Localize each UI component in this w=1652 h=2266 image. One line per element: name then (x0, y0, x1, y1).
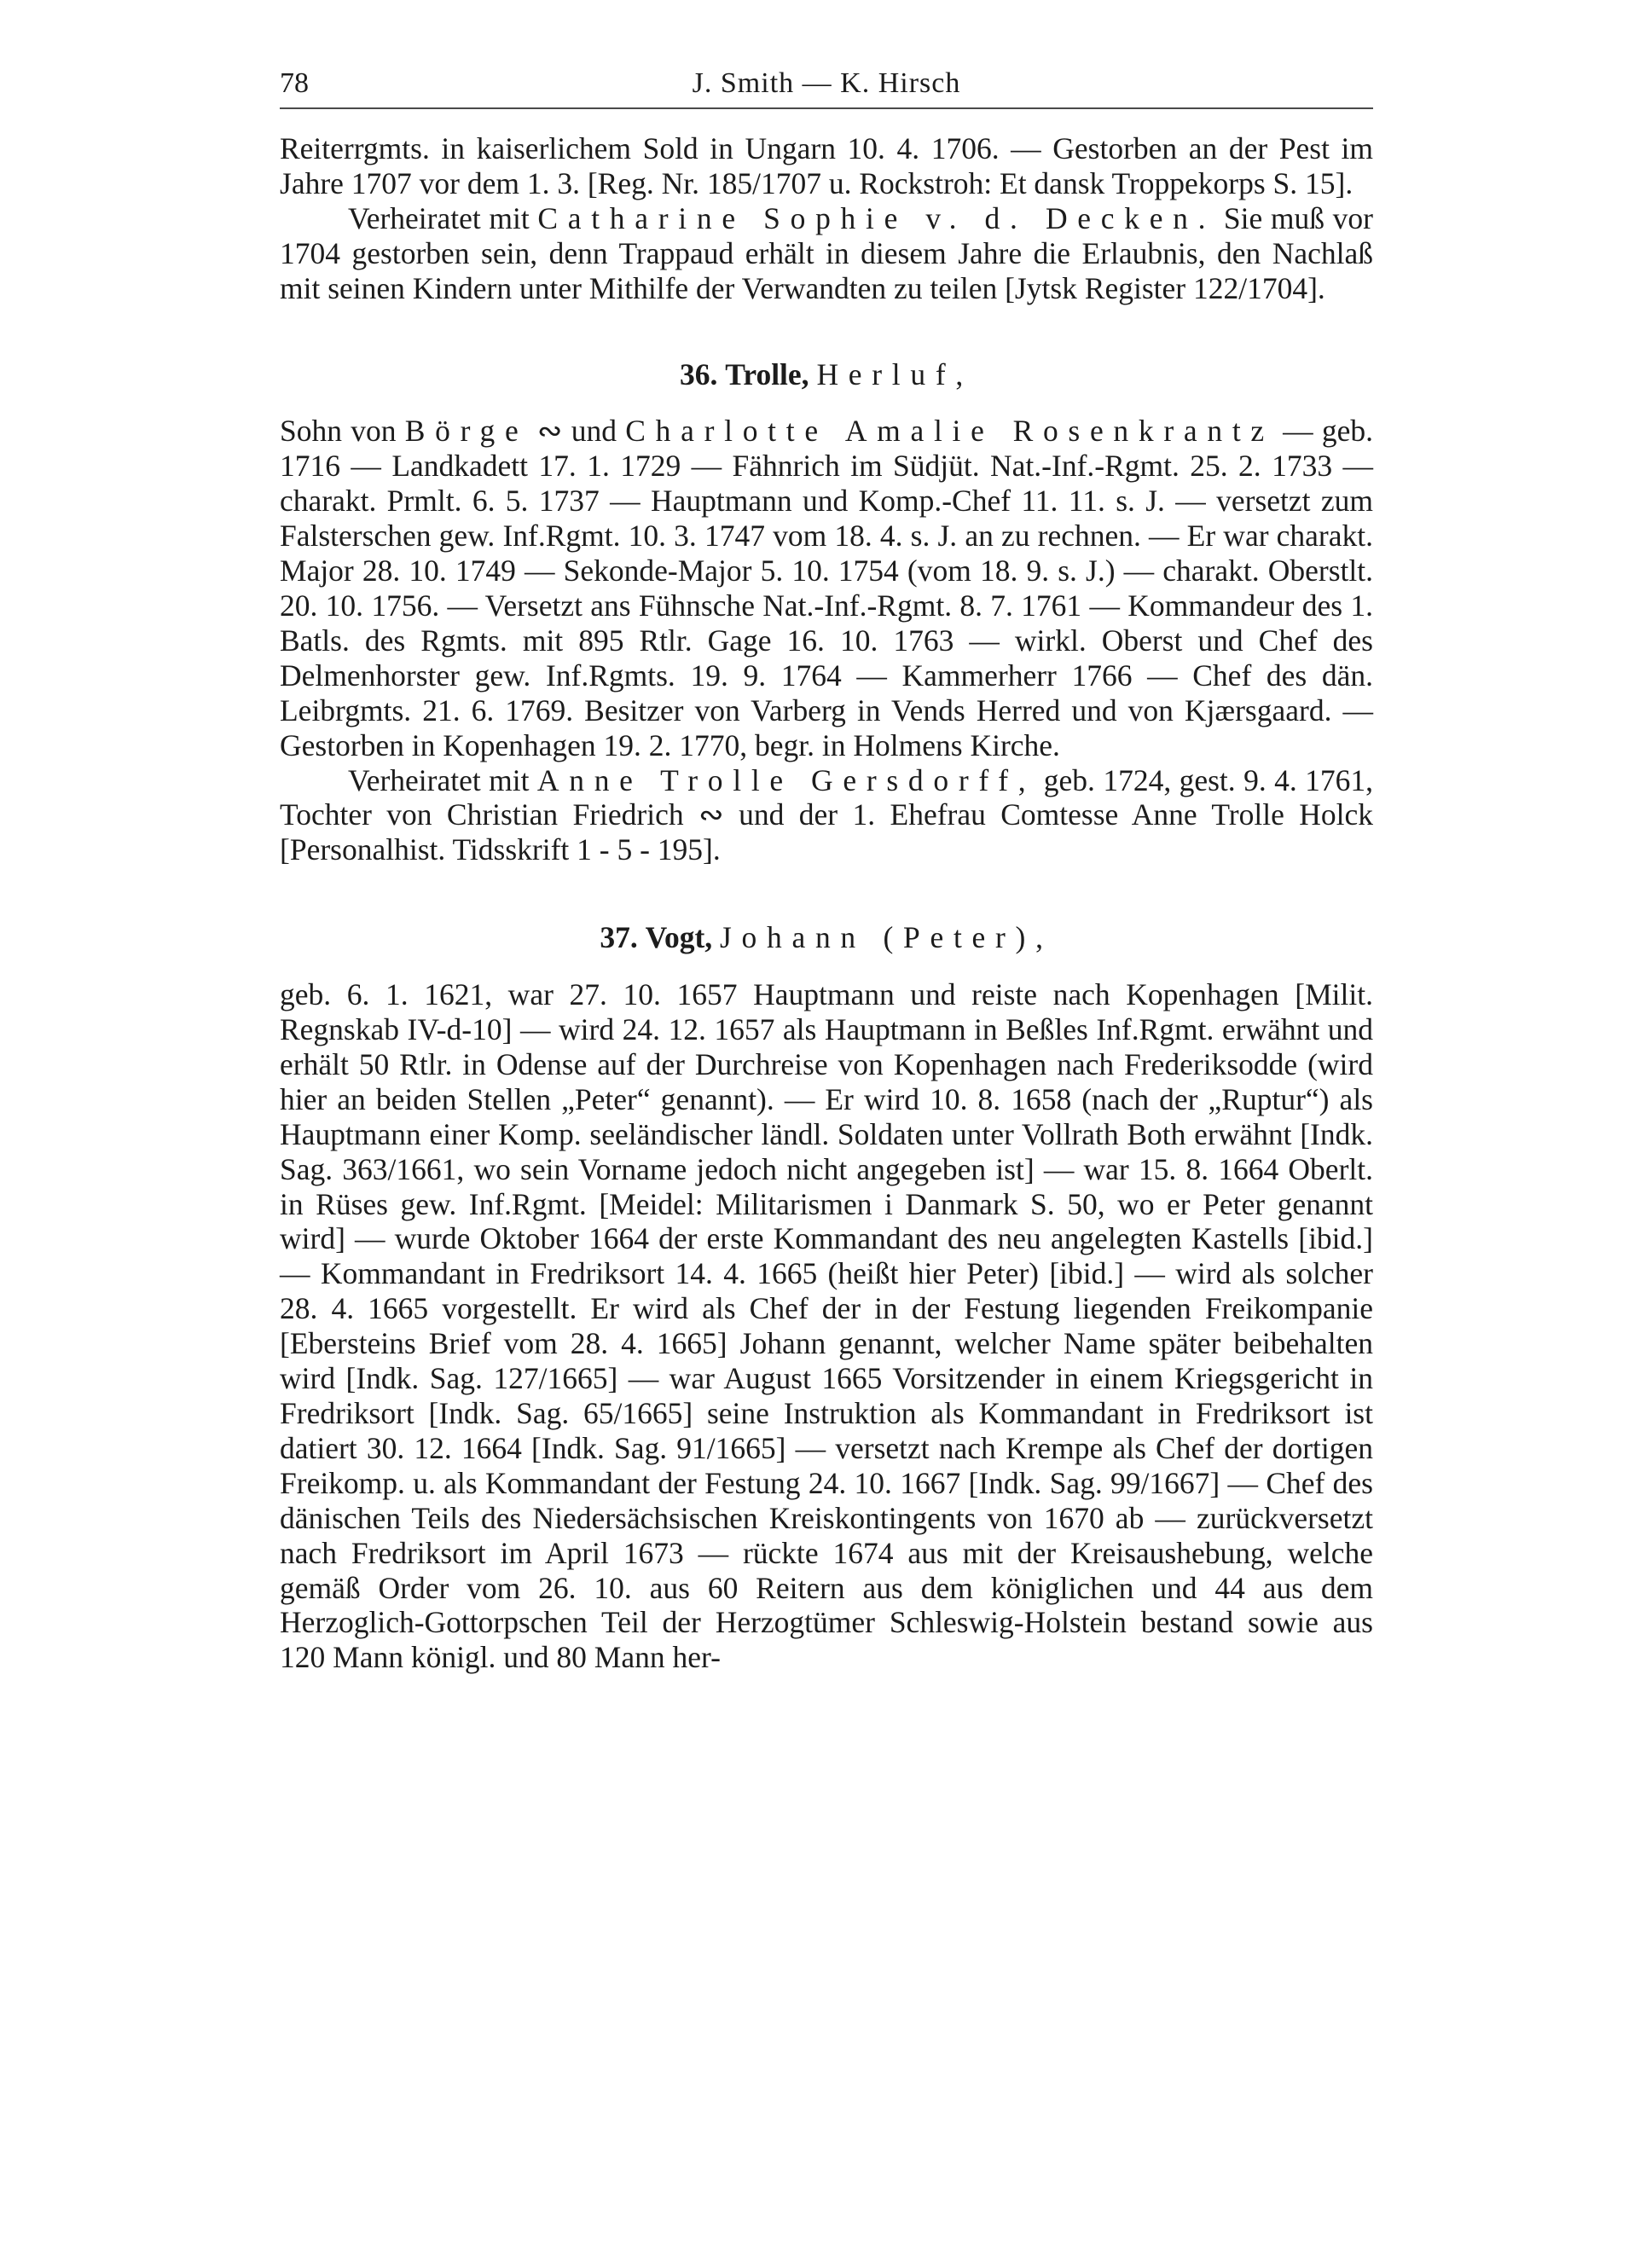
entry-37 (280, 920, 1373, 1675)
entry-number: 37. (600, 920, 638, 955)
bio-rest: — geb. 1716 — Landkadett 17. 1. 1729 — Fähnrich im Südjüt. Nat.-Inf.-Rgmt. 25. 2. 1733 — charakt. Prmlt. 6. 5. 1737 — Hauptmann und Komp.-Chef 11. 11. s. J. — versetzt zum Falsterschen gew. Inf.Rgmt. 10. 3. 1747 vom 18. 4. s. J. an zu rechnen. — Er war charakt. Major 28. 10. 1749 — Sekonde-Major 5. 10. 1754 (vom 18. 9. s. J.) — charakt. Oberstlt. 20. 10. 1756. — Versetzt ans Fühnsche Nat.-Inf.-Rgmt. 8. 7. 1761 — Kommandeur des 1. Batls. des Rgmts. mit 895 Rtlr. Gage 16. 10. 1763 — wirkl. Oberst und Chef des Delmenhorster gew. Inf.Rgmts. 19. 9. 1764 — Kammerherr 1766 — Chef des dän. Leibrgmts. 21. 6. 1769. Besitzer von Varberg in Vends Herred und von Kjærsgaard. — Gestorben in Kopenhagen 19. 2. 1770, begr. in Holmens Kirche. (280, 414, 1374, 762)
bio-mid: und (571, 414, 617, 449)
spouse-name: Catharine Sophie v. d. Decken. (537, 200, 1216, 235)
marriage-rest: Sie muß vor 1704 gestorben sein, denn Trappaud erhält in diesem Jahre die Erlaubnis, den Nachlaß mit seinen Kindern unter Mithilfe der Verwandten zu teilen [Jytsk Register 122/1704]. (280, 200, 1373, 305)
bio-lead: Sohn von (280, 414, 397, 449)
spouse-name: Anne Trolle Gersdorff, (536, 762, 1036, 797)
marriage-rest: und der 1. Ehefrau Comtesse Anne Trolle Holck [Personalhist. Tidsskrift 1 - 5 - 195]. (280, 797, 1373, 867)
entry-given-name: Herluf, (816, 356, 973, 391)
page-number: 78 (280, 67, 309, 99)
married-symbol: ∾ (536, 414, 563, 449)
entry-biography (280, 414, 1373, 762)
marriage-paragraph (280, 763, 1373, 868)
marriage-lead: Verheiratet mit (348, 200, 530, 235)
father-name: Börge (404, 414, 529, 449)
entry-surname: Vogt, (645, 920, 713, 955)
entry-number: 36. (680, 356, 718, 391)
marriage-lead: Verheiratet mit (348, 762, 530, 797)
page (280, 60, 1373, 1675)
entry-heading (280, 357, 1373, 392)
continuation-paragraph: Reiterrgmts. in kaiserlichem Sold in Ungarn 10. 4. 1706. — Gestorben an der Pest im Jahre 1707 vor dem 1. 3. [Reg. Nr. 185/1707 u. Rockstroh: Et dansk Troppekorps S. 15]. (280, 131, 1373, 200)
marriage-paragraph (280, 201, 1373, 306)
mother-name: Charlotte Amalie Rosenkrantz (625, 414, 1274, 449)
page-header (280, 60, 1373, 109)
entry-heading (280, 920, 1373, 955)
continuation-block (280, 131, 1373, 306)
entry-given-name: Johann (Peter), (720, 920, 1053, 955)
entry-36 (280, 357, 1373, 868)
entry-surname: Trolle, (725, 356, 809, 391)
running-head: J. Smith — K. Hirsch (692, 67, 961, 99)
married-symbol: ∾ (698, 797, 724, 832)
marriage-mid: geb. 1724, gest. 9. 4. 1761, Tochter von Christian Friedrich (280, 762, 1374, 832)
entry-biography: geb. 6. 1. 1621, war 27. 10. 1657 Hauptmann und reiste nach Kopenhagen [Milit. Regnskab IV-d-10] — wird 24. 12. 1657 als Hauptmann in Beßles Inf.Rgmt. erwähnt und erhält 50 Rtlr. in Odense auf der Durchreise von Kopenhagen nach Frederiksodde (wird hier an beiden Stellen „Peter“ genannt). — Er wird 10. 8. 1658 (nach der „Ruptur“) als Hauptmann einer Komp. seeländischer ländl. Soldaten unter Vollrath Both erwähnt [Indk. Sag. 363/1661, wo sein Vorname jedoch nicht angegeben ist] — war 15. 8. 1664 Oberlt. in Rüses gew. Inf.Rgmt. [Meidel: Militarismen i Danmark S. 50, wo er Peter genannt wird] — wurde Oktober 1664 der erste Kommandant des neu angelegten Kastells [ibid.] — Kommandant in Fredriksort 14. 4. 1665 (heißt hier Peter) [ibid.] — wird als solcher 28. 4. 1665 vorgestellt. Er wird als Chef der in der Festung liegenden Freikompanie [Ebersteins Brief vom 28. 4. 1665] Johann genannt, welcher Name später beibehalten wird [Indk. Sag. 127/1665] — war August 1665 Vorsitzender in einem Kriegsgericht in Fredriksort [Indk. Sag. 65/1665] seine Instruktion als Kommandant in Fredriksort ist datiert 30. 12. 1664 [Indk. Sag. 91/1665] — versetzt nach Krempe als Chef der dortigen Freikomp. u. als Kommandant der Festung 24. 10. 1667 [Indk. Sag. 99/1667] — Chef des dänischen Teils des Niedersächsischen Kreiskontingents von 1670 ab — zurückversetzt nach Fredriksort im April 1673 — rückte 1674 aus mit der Kreisaushebung, welche gemäß Order vom 26. 10. aus 60 Reitern aus dem königlichen und 44 aus dem Herzoglich-Gottorpschen Teil der Herzogtümer Schleswig-Holstein bestand sowie aus 120 Mann königl. und 80 Mann her- (280, 977, 1373, 1675)
